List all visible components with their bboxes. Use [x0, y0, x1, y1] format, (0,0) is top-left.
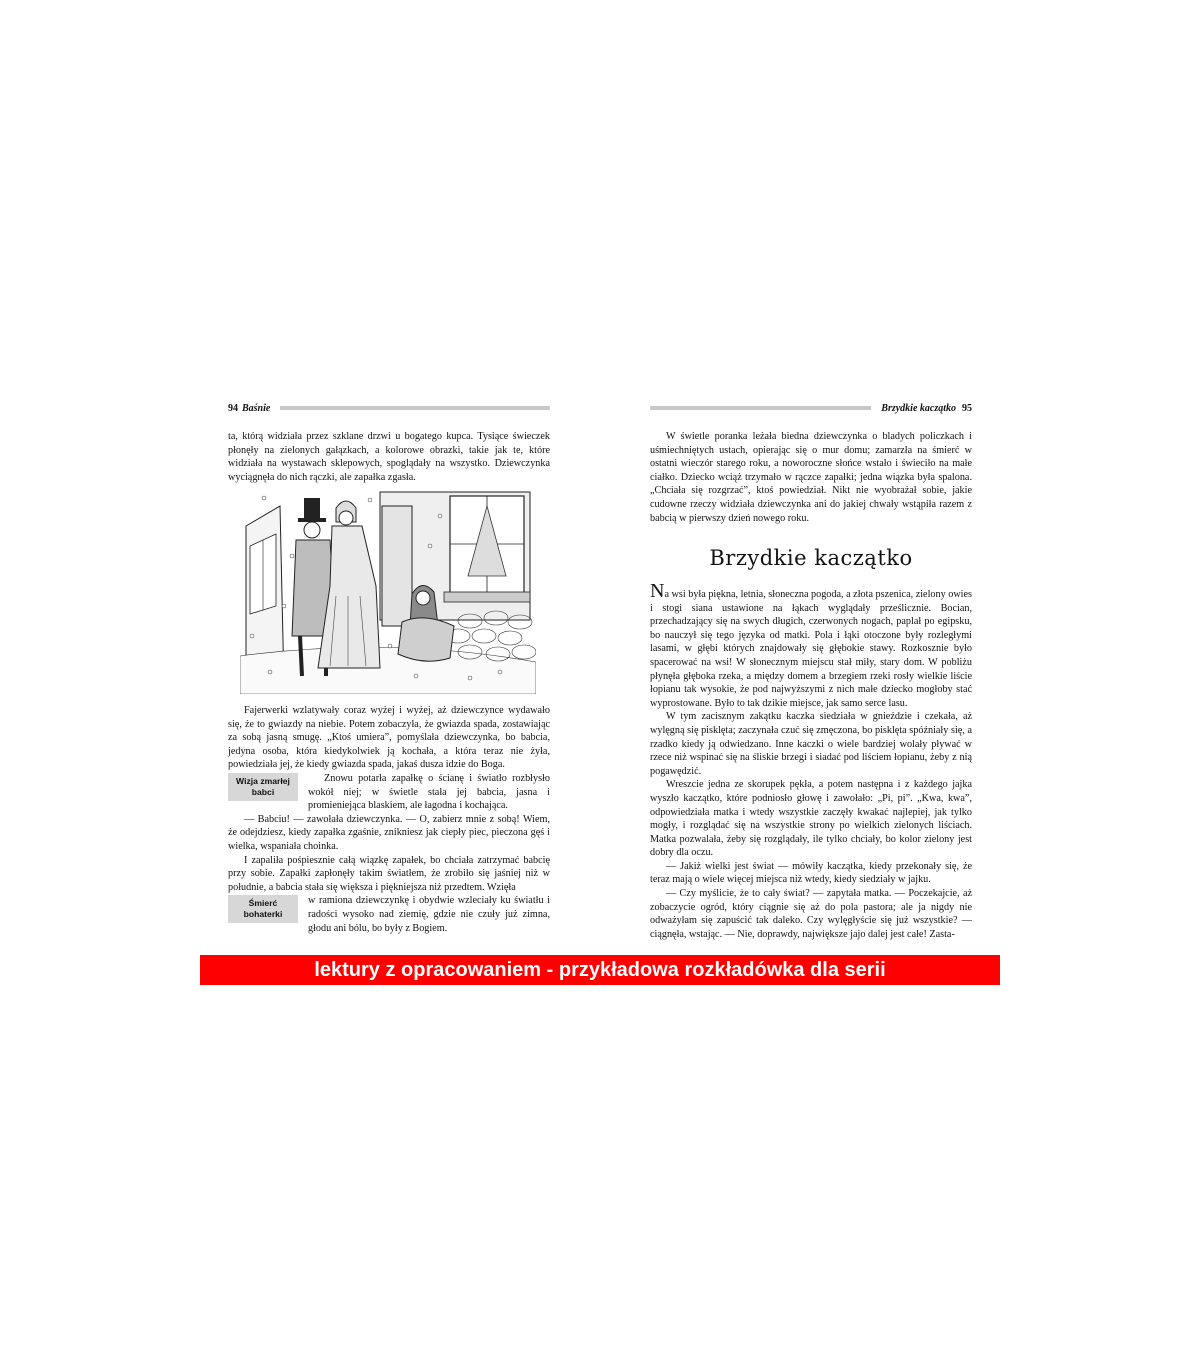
paragraph-4: — Jakiż wielki jest świat — mówiły kaczątka, kiedy przekonały się, że teraz mają o wiele więcej miejsca niż wtedy, kiedy siedziały w jajku.: [650, 860, 972, 886]
promo-banner: lektury z opracowaniem - przykładowa rozkładówka dla serii: [200, 955, 1000, 985]
running-head-left: [228, 398, 550, 418]
margin-note-vision: Wizja zmarłej babci: [228, 773, 298, 801]
page-number: 94: [228, 402, 238, 414]
running-head-right: [650, 398, 972, 418]
page-number: 95: [962, 402, 972, 414]
paragraph-5: — Czy myślicie, że to cały świat? — zapytała matka. — Poczekajcie, aż zobaczycie ogród, który ciągnie się aż do pola pastora; ale ja nigdy nie odważyłam się zapuścić tak daleko. Czy wylęgłyście się już wszystkie? — ciągnęła, wstając. — Nie, doprawdy, największe jajo dalej jest całe! Zasta-: [650, 888, 972, 940]
paragraph-3: Wreszcie jedna ze skorupek pękła, a potem następna i z każdego jajka wyszło kaczątko, które podniosło głowę i zawołało: „Pi, pi”. „Kwa, kwa”, odpowiedziała matka i wtedy wszystkie zaczęły kwakać najlepiej, jak tylko mogły, i rozglądać się na wszystkie strony po wielkich zielonych liściach. Matka pozwalała, żeby się rozglądały, ile tylko chciały, bo kolor zielony jest dobry dla oczu.: [650, 779, 972, 859]
paragraph-1: Fajerwerki wzlatywały coraz wyżej i wyżej, aż dziewczynce wydawało się, że to gwiazdy na niebie. Potem zobaczyła, że gwiazda spada, zostawiając za sobą jasną smugę. „Ktoś umiera”, pomyślała dziewczynka, bo babcia, jedyna osoba, która kiedykolwiek ją kochała, a która teraz nie żyła, powiedziała jej, że kiedy gwiazda spada, jakaś dusza idzie do Boga.: [228, 705, 550, 771]
paragraph-3: — Babciu! — zawołała dziewczynka. — O, zabierz mnie z sobą! Wiem, że odejdziesz, kiedy zapałka zgaśnie, znikniesz jak ciepły piec, pieczona gęś i wielka, wspaniała choinka.: [228, 813, 550, 852]
header-rule: [650, 406, 871, 410]
paragraph-2: W tym zacisznym zakątku kaczka siedziała w gnieździe i czekała, aż wylęgną się pisklęta; zaczynała czuć się zmęczona, bo pisklęta spóźniały się, a rzadko kiedy ją odwiedzano. Inne kaczki o wiele bardziej wolały pływać w rzece niż wspinać się na śliskie brzegi i siadać pod liściem łopianu, żeby z nią pogawędzić.: [650, 711, 972, 777]
paragraph-top: W świetle poranka leżała biedna dziewczynka o bladych policzkach i uśmiechniętych ustach, opierając się o mur domu; zamarzła na śmierć w ostatni wieczór starego roku, a noworoczne słońce wstało i świeciło na małe ciałko. Dziecko wciąż trzymało w rączce zapałki; jedna wiązka była spalona. „Chciała się rozgrzać”, ktoś powiedział. Nikt nie wyobrażał sobie, jakie cudowne rzeczy widziała dziewczynka ani do jakiej chwały wstąpiła razem z babcią w pierwszy dzień nowego roku.: [650, 431, 972, 524]
chapter-title: Brzydkie kaczątko: [709, 546, 913, 570]
paragraph-2: Znowu potarła zapałkę o ścianę i światło rozbłysło wokół niej; w świetle stała jej babcia, jasna i promieniejąca blaskiem, ale łagodna i kochająca.: [308, 772, 550, 812]
drop-cap: N: [650, 580, 665, 602]
little-match-girl-illustration: [240, 486, 536, 694]
margin-note-death: Śmierć bohaterki: [228, 895, 298, 923]
paragraph-5: w ramiona dziewczynkę i obydwie wzleciały ku światłu i radości wysoko nad ziemię, gdzie nie czuły już zimna, głodu ani bólu, bo były z Bogiem.: [308, 895, 550, 934]
paragraph-1: a wsi była piękna, letnia, słoneczna pogoda, a złota pszenica, zielony owies i stogi siana ustawione na łąkach wyglądały prześlicznie. Bocian, przechadzający się na swych długich, czerwonych nogach, paplał po egipsku, bo nauczył się tego języka od matki. Pola i łąki otoczone były rozległymi lasami, w głębi których znajdowały się głębokie stawy. Rozkosznie było spacerować na wsi! W słonecznym miejscu stał miły, stary dom. W pobliżu płynęła głęboka rzeka, a między domem a brzegiem rzeki rosły wielkie liście łopianu tak wysokie, że pod najwyższymi z nich małe dziecko mogłoby stać wyprostowane. Było to tak dzikie miejsce, jak samo serce lasu.: [650, 589, 972, 709]
header-rule: [280, 406, 550, 410]
running-title: Baśnie: [242, 402, 271, 414]
paragraph-4: I zapaliła pośpiesznie całą wiązkę zapałek, bo chciała zatrzymać babcię przy sobie. Zapałki zapłonęły takim światłem, że zrobiło się jaśniej niż w południe, a babcia stała się większa i piękniejsza niż przedtem. Wzięła: [228, 854, 550, 893]
paragraph-top: ta, którą widziała przez szklane drzwi u bogatego kupca. Tysiące świeczek płonęły na zielonych gałązkach, a kolorowe obrazki, takie jak te, które widziała na wystawach sklepowych, spoglądały na wszystko. Dziewczynka wyciągnęła do nich rączki, ale zapałka zgasła.: [228, 431, 550, 483]
running-title: Brzydkie kaczątko: [881, 402, 956, 414]
